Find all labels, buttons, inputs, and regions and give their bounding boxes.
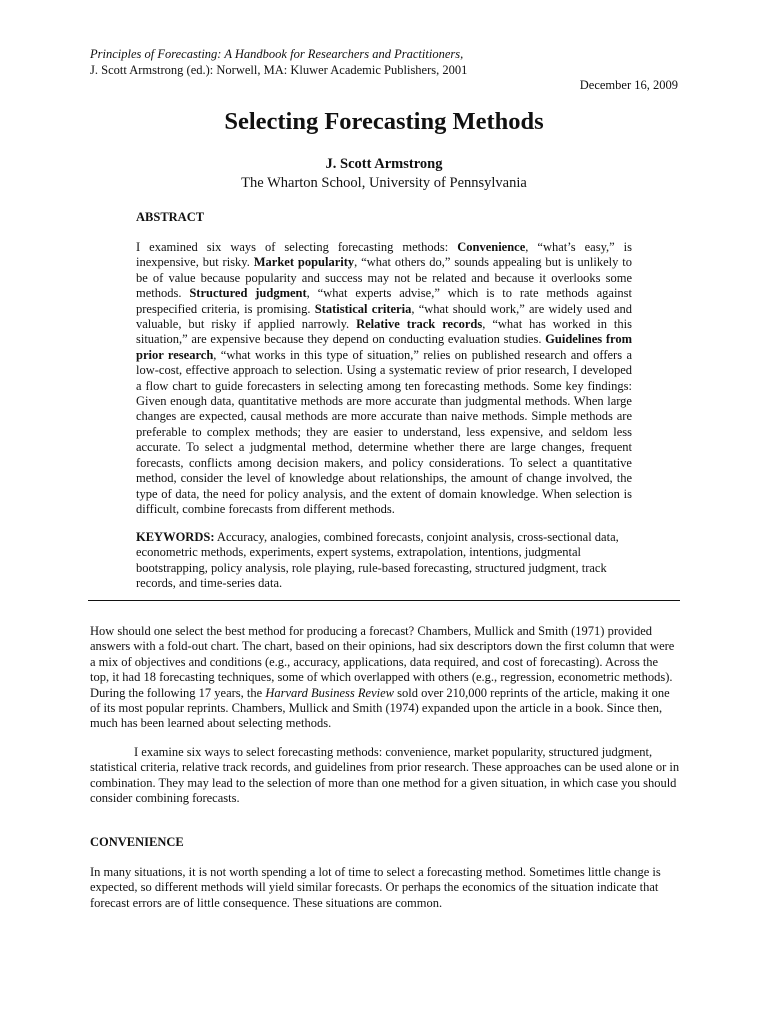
- abstract-heading: ABSTRACT: [136, 210, 205, 224]
- term-guidelines-prior-research: Guidelines from prior research: [136, 332, 632, 362]
- convenience-paragraph: In many situations, it is not worth spending a lot of time to select a forecasting method. Sometimes little change is expected, so different methods will yield similar forecasts. Or perhaps the economics of the situation indicate that forecast errors are of little consequence. These situations are common.: [90, 865, 661, 910]
- keywords-list: Accuracy, analogies, combined forecasts, conjoint analysis, cross-sectional data, econometric methods, experiments, expert systems, extrapolation, intentions, judgmental bootstrapping, policy analysis, role playing, rule-based forecasting, structured judgment, track records, and time-series data.: [136, 530, 619, 591]
- keywords-paragraph: [136, 530, 632, 592]
- author-name: J. Scott Armstrong: [325, 156, 443, 172]
- section-heading-convenience: CONVENIENCE: [90, 835, 184, 849]
- paper-title: Selecting Forecasting Methods: [224, 108, 544, 135]
- abstract-text: I examined six ways of selecting forecasting methods: Convenience, “what’s easy,” is inexpensive, but risky. Market popularity, “what others do,” sounds appealing but is unlikely to be of value because popularity and success may not be related and because it overlooks some methods. Structured judgment, “what experts advise,” which is to rate methods against prespecified criteria, is promising. Statistical criteria, “what should work,” are widely used and valuable, but risky if applied narrowly. Relative track records, “what has worked in this situation,” are expensive because they depend on conducting evaluation studies. Guidelines from prior research, “what works in this type of situation,” relies on published research and offers a low-cost, effective approach to selection. Using a systematic review of prior research, I developed a flow chart to guide forecasters in selecting among ten forecasting methods. Some key findings: Given enough data, quantitative methods are more accurate than judgmental methods. When large changes are expected, causal methods are more accurate than naive methods. Simple methods are preferable to complex methods; they are easier to understand, less expensive, and seldom less accurate. To select a judgmental method, determine whether there are large changes, frequent forecasts, conflicts among decision makers, and policy considerations. To select a quantitative method, consider the level of knowledge about relationships, the amount of change involved, the type of data, the need for policy analysis, and the extent of domain knowledge. When selection is difficult, combine forecasts from different methods.: [136, 240, 633, 516]
- term-structured-judgment: Structured judgment: [189, 286, 307, 301]
- document-date: December 16, 2009: [579, 78, 678, 92]
- book-title: Principles of Forecasting: A Handbook for Researchers and Practitioners,: [90, 47, 464, 61]
- term-relative-track-records: Relative track records: [356, 317, 483, 332]
- book-reference: [90, 46, 467, 78]
- author-affiliation: The Wharton School, University of Pennsylvania: [241, 175, 527, 191]
- journal-name: Harvard Business Review: [265, 685, 394, 700]
- term-convenience: Convenience: [457, 240, 526, 254]
- keywords-label: KEYWORDS:: [136, 530, 215, 544]
- overview-paragraph: I examine six ways to select forecasting methods: convenience, market popularity, structured judgment, statistical criteria, relative track records, and guidelines from prior research. These approaches can be used alone or in combination. They may lead to the selection of more than one method for a given situation, in which case you should consider combining forecasts.: [90, 745, 680, 806]
- publisher-line: J. Scott Armstrong (ed.): Norwell, MA: Kluwer Academic Publishers, 2001: [90, 63, 468, 77]
- section-divider: [88, 600, 680, 601]
- term-statistical-criteria: Statistical criteria: [314, 301, 412, 316]
- intro-paragraph: How should one select the best method for producing a forecast? Chambers, Mullick and Smith (1971) provided answers with a fold-out chart. The chart, based on their opinions, had six descriptors down the first column that were a mix of objectives and conditions (e.g., accuracy, applications, data required, and cost of forecasting). Across the top, it had 18 forecasting techniques, some of which overlapped with others (e.g., regression, econometric methods). During the following 17 years, the Harvard Business Review sold over 210,000 reprints of the article, making it one of its most popular reprints. Chambers, Mullick and Smith (1974) expanded upon the article in a book. Since then, much has been learned about selecting methods.: [90, 624, 675, 731]
- term-market-popularity: Market popularity: [253, 255, 355, 270]
